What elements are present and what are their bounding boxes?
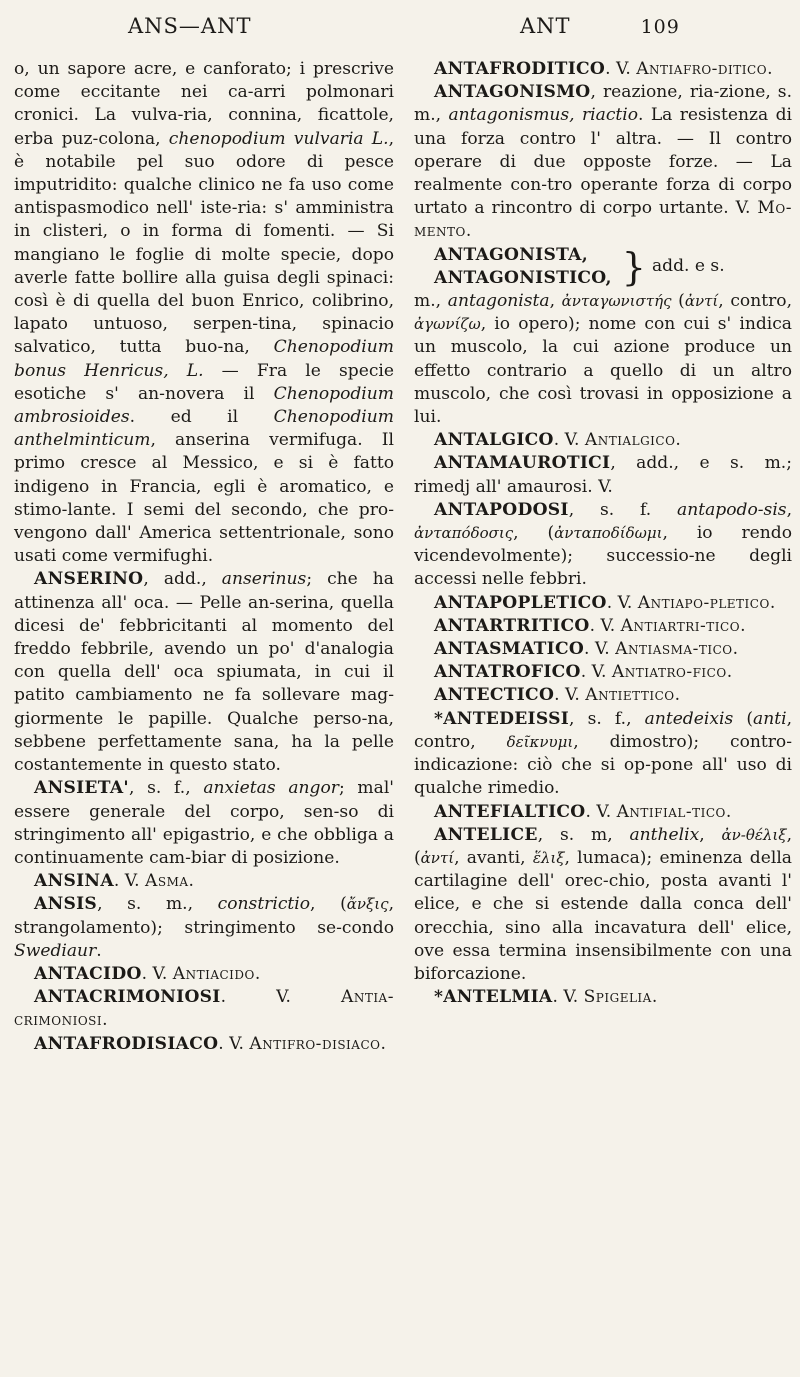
headword: ANTACIDO [34,963,142,984]
continuation-text-3: — Fra le specie esotiche s' an-novera il [14,360,394,404]
species-name: Chenopodium anthelminticum [14,407,394,451]
entry-antamaurotici [414,452,792,498]
entry-text: . [732,639,739,660]
headword: ANTECTICO [434,685,555,706]
entry-antartritico [414,615,792,638]
entry-ansina [14,870,394,893]
cross-reference: Antiasma-tico [615,639,733,660]
entry-text: . [675,430,681,451]
species-name: Chenopodium ambrosioides [14,383,394,428]
author-name: Swediaur [14,940,97,961]
entry-text: . [726,662,733,683]
headword: ANTARTRITICO [434,615,590,636]
entry-text: . [767,59,773,79]
greek-term: δεῖκνυμι [506,732,574,751]
entry-text: , s. m, [537,824,630,845]
page-number: 109 [640,16,680,38]
latin-term: anti [753,708,787,729]
headword: ANSIS [34,894,98,915]
entry-antelmia [414,986,792,1009]
continuation-text-2: , è notabile pel suo odore di pesce imputridito: qualche clinico ne fa uso come antispasmodico nell' iste-ria: s' amministra in clisteri, o in forma di fomenti. — Si mangiano le foglie di molte specie, dopo averle fatte bollire alla guisa degli spinaci: così è di quella del buon Enrico, colibrino, lapato untuoso, serpen-tina, spinacio salvatico, tutta buo-na, [14,128,395,358]
running-head-word: ANT [520,14,571,38]
brace-symbol: } [621,244,646,289]
headword: ANSERINO [34,569,144,590]
left-column [14,58,394,1056]
entry-text: . [188,871,194,892]
entry-antagonista: m., antagonista, ἀνταγωνιστής (ἀντί, contro, ἀγωνίζω, io opero); nome con cui s' indica un muscolo, la cui azione produce un effetto contrario a quello di un altro muscolo, che così trovasi in opposizione a lui. [414,291,793,428]
headword: ANSINA [34,871,114,892]
latin-term: antedeixis [644,708,734,729]
cross-reference: Spigelia [583,987,652,1008]
entry-text: . V. [553,430,585,451]
entry-antacrimoniosi [14,986,394,1032]
running-head-left: ANS—ANT [128,14,252,38]
entry-antefialtico [414,801,792,824]
entry-text: , s. f., [569,708,645,729]
entry-antapopletico [414,592,792,615]
entry-antelice: ANTELICE, s. m, anthelix, ἀν-θέλιξ, (ἀντί, avanti, ἕλιξ, lumaca); eminenza della cartilagine dell' orec-chio, posta avanti l' elice, e che si estende dalla conca dell' orecchia, sino alla incavatura dell' elice, ove essa termina insensibilmente con una biforcazione. [414,824,792,984]
cross-reference: Antiartri-tico [620,615,741,636]
entry-text: . V. [141,963,173,984]
greek-term: ἀνταπόδοσις [414,524,514,543]
entry-text: . V. [580,662,612,683]
entry-text: , s. f., [128,778,204,799]
entry-ansieta [14,777,394,870]
entry-text: ( [733,708,754,729]
entry-text: . [740,615,746,636]
greek-term: ἄνξις [346,895,389,914]
headword: *ANTELMIA [434,987,553,1008]
latin-term: anthelix [629,824,700,845]
species-name: Chenopodium bonus Henricus, L. [14,337,394,381]
latin-term: antapodo-sis [677,499,787,520]
entry-text: . [465,221,472,242]
entry-text: . V. [113,871,146,892]
entry-text: . [102,1010,108,1031]
entry-text: . [725,801,732,822]
entry-ansis: ANSIS, s. m., constrictio, (ἄνξις, strangolamento); stringimento se-condo Swediaur. [14,894,394,961]
entry-text: , contro, [718,291,793,312]
cross-reference: Antiettico [585,685,675,706]
greek-term: ἀγωνίζω [414,315,481,334]
cross-reference: Antiatro-fico [611,662,727,683]
entry-text: , lumaca); eminenza della cartilagine dell' orec-chio, posta avanti l' elice, e che si estende dalla conca dell' orecchia, sino alla incavatura dell' elice, ove essa termina insensibilmente con una biforcazione. [414,847,792,984]
greek-term: ἀντί [420,848,455,867]
latin-term: constrictio [217,894,311,915]
entry-antagonista-headwords [414,244,792,290]
headword: ANTAMAUROTICI [434,453,611,474]
headword: ANTALGICO [434,430,554,451]
greek-term: ἕλιξ [532,848,565,867]
running-head-right [520,14,680,38]
entry-text: . V. [554,685,586,706]
cross-reference: Antialgico [584,430,676,451]
cross-reference: Antia-crimoniosi [14,987,394,1031]
entry-text: , ( [414,824,792,868]
headword: ANTEFIALTICO [434,801,586,822]
continuation-text-4: . ed il [129,407,274,428]
headword: ANSIETA' [34,778,129,799]
entry-antedeissi [414,708,792,801]
entry-text: , contro, [414,708,792,752]
entry-text: ; che ha attinenza all' oca. — Pelle an-serina, quella dicesi de' febbricitanti al momento del freddo febbrile, avendo un po' d'analogia con quella dell' oca spiumata, in cui il patito cambiamento ne fa sollevare mag-giormente le papille. Qualche perso-na, sebbene perfettamente sana, ha la pelle costantemente in questo stato. [14,569,395,776]
entry-text: . V. [605,59,637,79]
headword: ANTELICE [434,824,538,845]
cross-reference: Antiafro-ditico [636,59,768,79]
entry-text: . V. [606,592,638,613]
cross-reference: Antifro-disiaco [249,1033,381,1054]
entry-text: , io opero); nome con cui s' indica un muscolo, la cui azione produce un effetto contrario a quello di un altro muscolo, che così trovasi in opposizione a lui. [414,314,792,428]
entry-text: , io rendo vicendevolmente); successio-ne degli accessi nelle febbri. [414,523,792,590]
entry-antapodosi: ANTAPODOSI, s. f. antapodo-sis, ἀνταπόδοσις, (ἀνταποδίδωμι, io rendo vicendevolmente); successio-ne degli accessi nelle febbri. [414,499,792,590]
entry-text: . [254,963,261,984]
entry-text: , add., e s. m.; rimedj all' amaurosi. V. [414,453,792,497]
entry-text: ( [671,291,685,312]
species-name: chenopodium vulvaria L. [168,128,389,149]
entry-text: , add., [143,569,222,590]
latin-term: anxietas angor [203,778,339,799]
entry-anserino [14,568,394,777]
entry-text: . V. [552,987,584,1008]
entry-antalgico [414,429,792,452]
entry-text: . La resistenza di una forza contro l' altra. — Il contro operare di due opposte forze. — La realmente con-tro operante forza di corpo urtato a rincontro di corpo urtante. V. [414,105,792,219]
entry-text: . V. [584,639,616,660]
entry-antafrodisiaco [14,1033,394,1056]
headword: ANTATROFICO [434,662,581,683]
entry-text: . V. [585,801,617,822]
entry-antacido [14,963,394,986]
cross-reference: Antifial-tico [616,801,726,822]
headword: *ANTEDEISSI [434,708,570,729]
right-column [414,58,792,1009]
headword: ANTAGONISMO [434,82,591,103]
entry-text: . [769,592,776,613]
greek-term: ἀνταποδίδωμι [554,524,663,543]
entry-antasmatico [414,638,792,661]
latin-term: anserinus [221,569,307,590]
entry-text: , s. f. [568,499,678,520]
headword: ANTACRIMONIOSI [34,987,221,1008]
cross-reference: Mo-mento [414,198,792,242]
headword: ANTAFRODITICO [434,59,606,79]
entry-antectico [414,684,792,707]
headword: ANTAPODOSI [434,499,569,520]
entry-text: , strangolamento); stringimento se-condo [14,894,394,938]
headword: ANTAPOPLETICO [434,592,607,613]
headword: ANTAGONISTA, [434,244,588,265]
continuation-text-1: o, un sapore acre, e canforato; i prescrive come eccitante nei ca-arri polmonari cronici. La vulva-ria, connina, ficattole, erba puz-colona, [14,59,394,149]
entry-antafroditico [414,58,792,81]
cross-reference: Antiapo-pletico [637,592,770,613]
greek-term: ἀντί [684,292,719,311]
headword: ANTASMATICO [434,639,585,660]
entry-text: . [651,987,658,1008]
entry-text: . [96,940,102,961]
entry-antatrofico [414,661,792,684]
greek-term: ἀνταγωνιστής [561,292,672,311]
entry-text: . [380,1033,386,1054]
headword: ANTAGONISTICO, [434,267,612,288]
entry-text: , reazione, ria-zione, s. m., [414,82,792,126]
greek-term: ἀν-θέλιξ [721,825,787,844]
entry-text: , avanti, [454,847,533,868]
entry-text: , s. m., [97,894,218,915]
entry-text: m., [414,291,448,312]
entry-text: . V. [220,987,341,1008]
entry-text: ; mal' essere generale del corpo, sen-so di stringimento all' epigastrio, e che obbliga a continuamente cam-biar di posizione. [14,778,395,868]
entry-text: , dimostro); contro-indicazione: ciò che si op-pone all' uso di qualche rimedio. [414,731,793,799]
cross-reference: Asma [145,871,189,892]
entry-continuation [14,58,394,568]
entry-text: . [674,685,681,706]
headword: ANTAFRODISIACO [34,1033,219,1054]
latin-term: antagonismus, riactio [448,105,639,126]
entry-antagonismo [414,81,792,243]
entry-text: add. e s. [651,256,725,277]
entry-text: . V. [589,615,621,636]
cross-reference: Antiacido [172,963,255,984]
entry-text: . V. [218,1033,250,1054]
continuation-text-5: , anserina vermifuga. Il primo cresce al Messico, e si è fatto indigeno in Francia, egli è aromatico, e stimo-lante. I semi del secondo, che pro-vengono dall' America settentrionale, sono usati come vermifughi. [14,430,394,567]
latin-term: antagonista [447,291,550,312]
